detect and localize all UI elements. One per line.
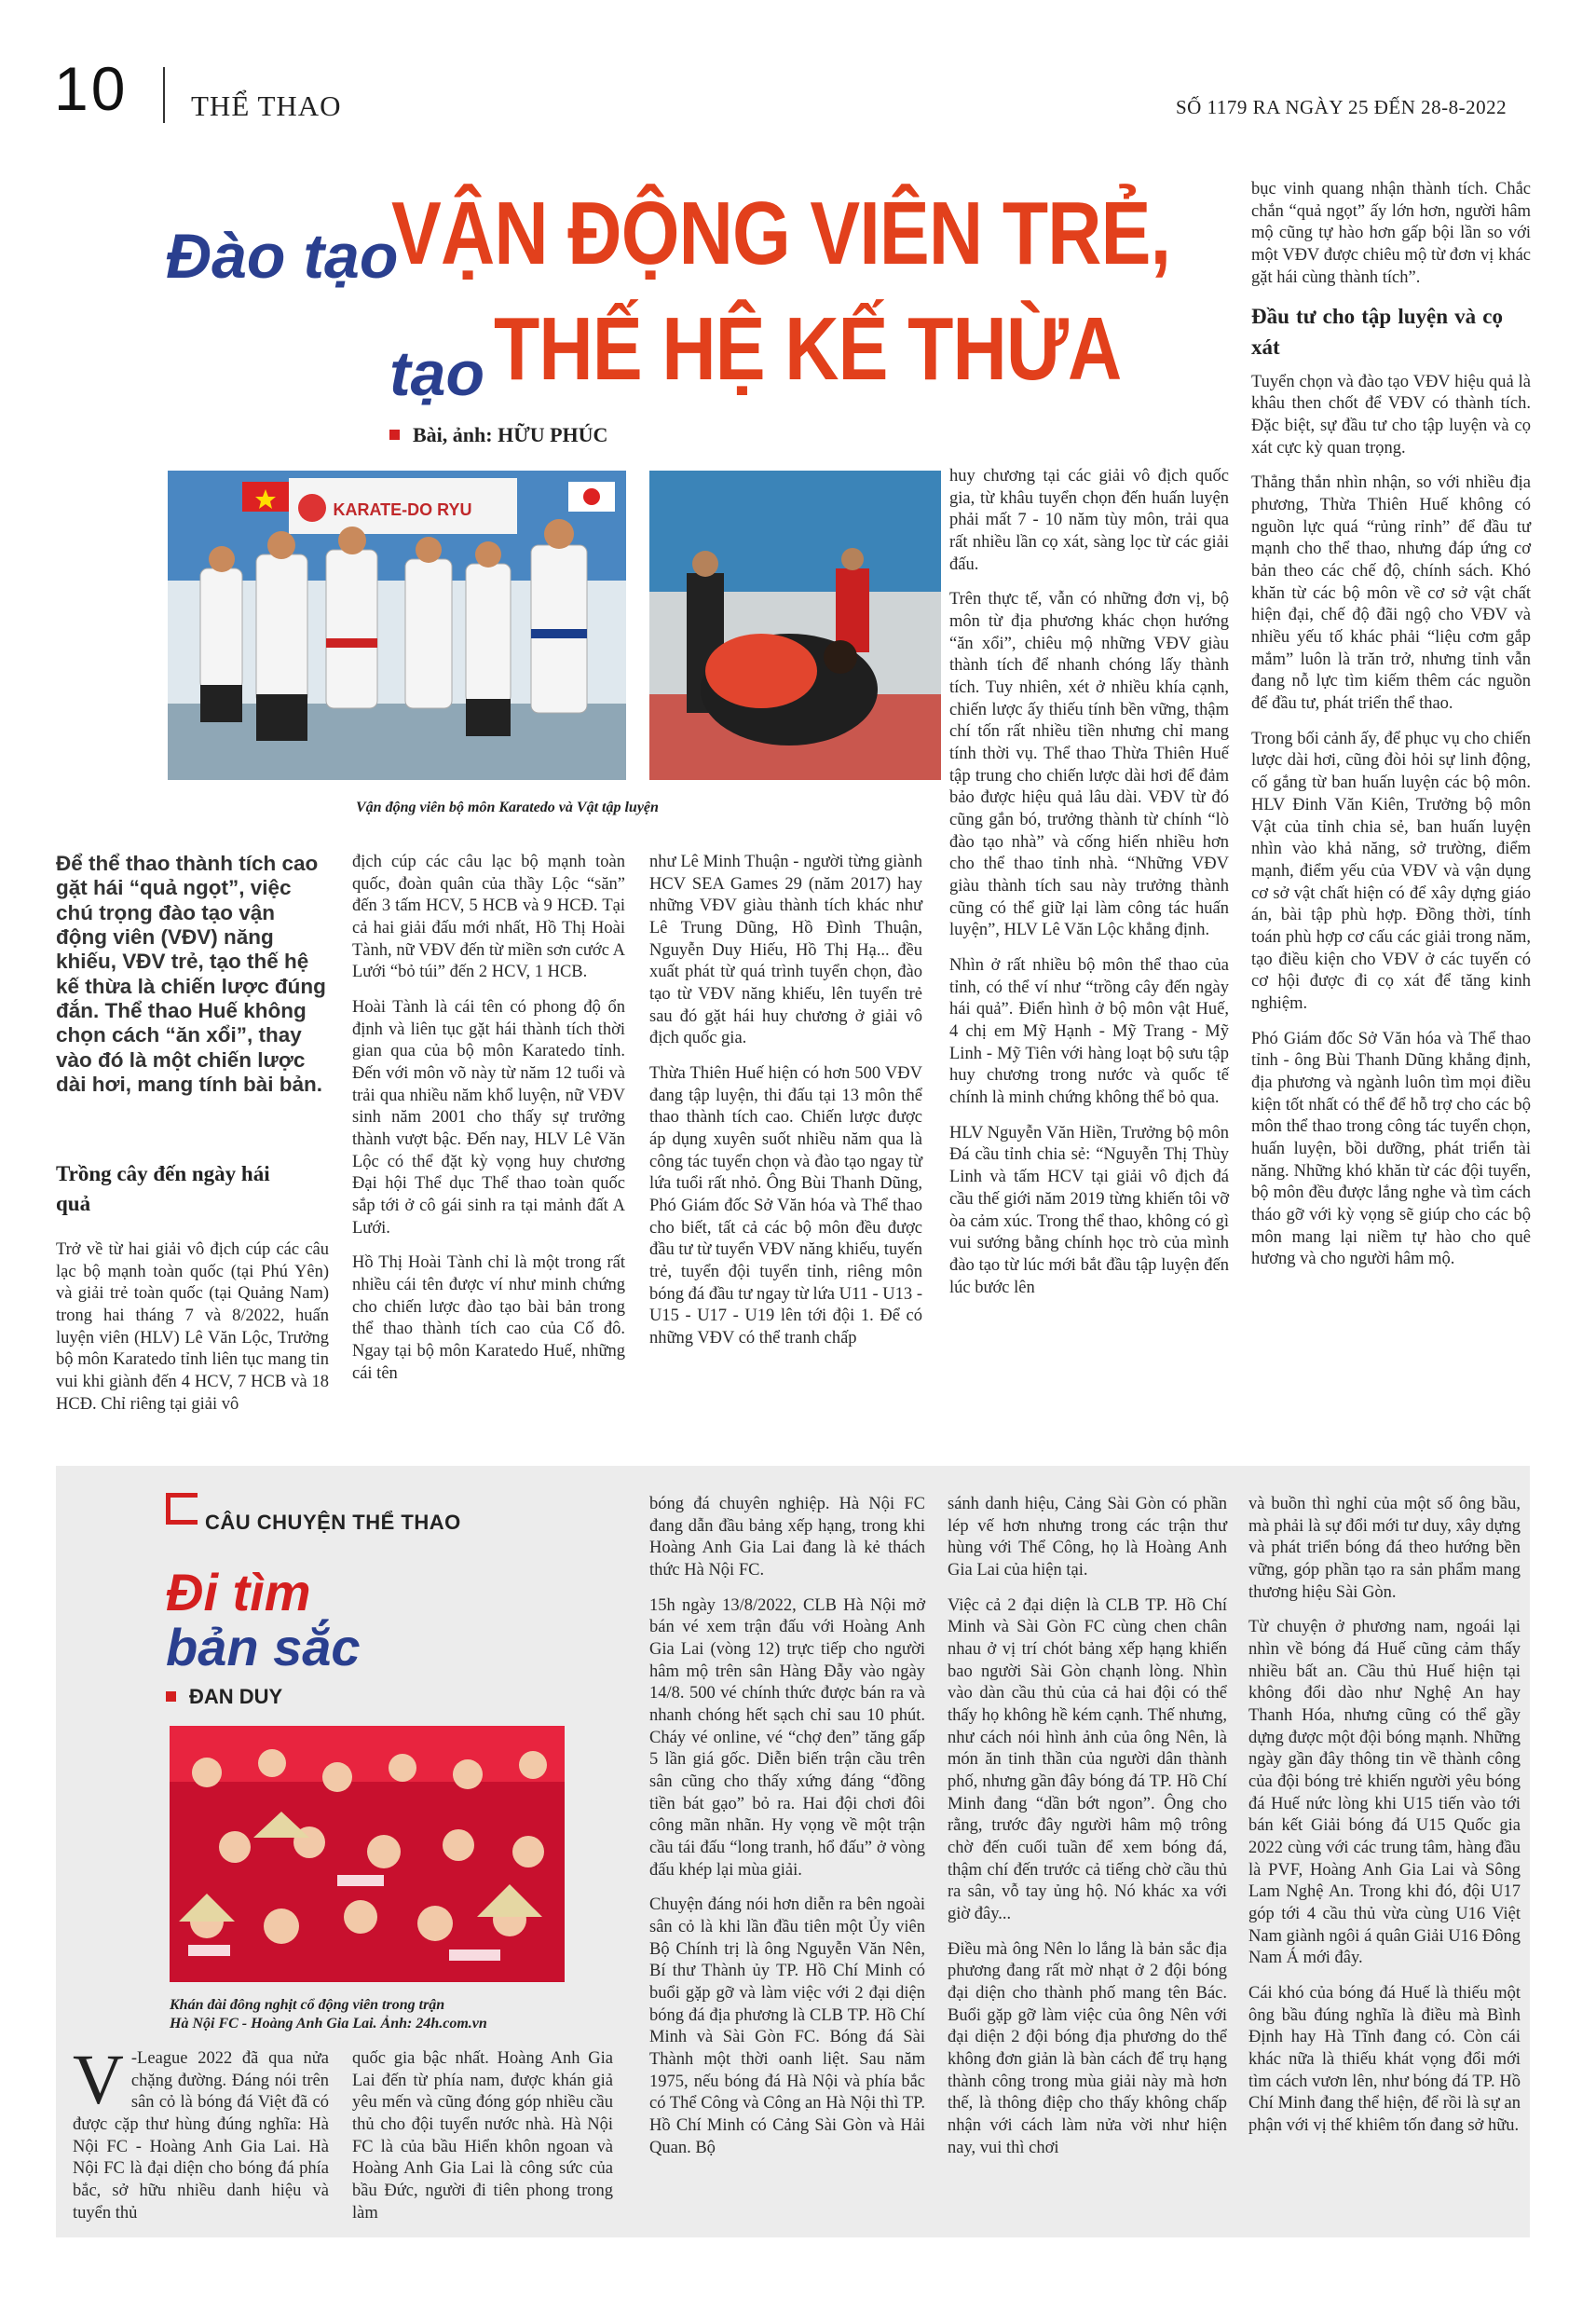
column-3 xyxy=(649,852,922,1363)
col2-para: Hoài Tành là cái tên có phong độ ổn định và liên tục gặt hái thành tích thời gian qua của bộ môn Karatedo tỉnh. Đến với môn võ này từ năm 12 tuổi và trải qua nhiều năm khổ luyện, nữ VĐV sinh năm 2001 cho thấy sự trưởng thành vượt bậc. Đến nay, HLV Lê Văn Lộc có thể đặt kỳ vọng huy chương Đại hội Thể dục Thể thao toàn quốc sắp tới ở cô gái sinh ra tại mảnh đất A Lưới. xyxy=(352,998,625,1238)
karate-photo xyxy=(168,471,626,780)
header-divider xyxy=(163,67,165,123)
byline xyxy=(389,423,607,447)
col5-para: Tuyển chọn và đào tạo VĐV hiệu quả là khâu then chốt để VĐV có thành tích. Đặc biệt, sự đầu tư cho tập luyện và cọ xát cực kỳ quan trọng. xyxy=(1251,372,1531,458)
box-author-text: ĐAN DUY xyxy=(189,1685,283,1708)
box-c3-para: bóng đá chuyên nghiệp. Hà Nội FC đang dẫn đầu bảng xếp hạng, trong khi Hoàng Anh Gia Lai đang là kẻ thách thức Hà Nội FC. xyxy=(649,1495,925,1580)
box-c5-para: và buồn thì nghỉ của một số ông bầu, mà phải là sự đổi mới tư duy, xây dựng và phát triển bóng đá theo hướng bền vững, góp phần tạo ra sản phẩm mang thương hiệu Sài Gòn. xyxy=(1248,1495,1521,1602)
box-column-3 xyxy=(649,1494,925,2172)
dojo-banner: KARATE-DO RYU xyxy=(333,500,472,519)
box-c4-para: Điều mà ông Nên lo lắng là bản sắc địa phương đang rất mờ nhạt ở 2 đội bóng đại diện cho thành phố mang tên Bác. Buổi gặp gỡ làm việc của ông Nên với đại diện 2 đội bóng địa phương do thể không đơn giản là bàn cách để trụ hạng thành công trong mùa giải này mà hơn thế, là thông điệp cho thấy không chấp nhận với cách làm nửa vời như hiện nay, vui thì chơi xyxy=(948,1939,1227,2157)
wrestling-photo xyxy=(649,471,941,780)
column-2 xyxy=(352,852,625,1398)
title-big-2: THẾ HỆ KẾ THỪA xyxy=(494,299,1122,399)
box-c3-para: Chuyện đáng nói hơn diễn ra bên ngoài sân cỏ là khi lần đầu tiên một Ủy viên Bộ Chính trị là ông Nguyễn Văn Nên, Bí thư Thành ủy TP. Hồ Chí Minh có buổi gặp gỡ và làm việc với 2 đại diện bóng đá địa phương là CLB TP. Hồ Chí Minh và Sài Gòn FC. Bóng đá Sài Thành một thời oanh liệt. Sau năm 1975, nếu bóng đá Hà Nội và phía bắc có Thể Công và Công an Hà Nội thì TP. Hồ Chí Minh có Cảng Sài Gòn và Hải Quan. Bộ xyxy=(649,1895,925,2157)
page-number: 10 xyxy=(54,54,129,123)
box-c1-para: -League 2022 đã qua nửa chặng đường. Đáng nói trên sân cỏ là bóng đá Việt đã có được cặp thư hùng đúng nghĩa: Hà Nội FC - Hoàng Anh Gia Lai. Hà Nội FC là đại diện cho bóng đá phía bắc, sở hữu nhiều danh hiệu và tuyển thủ xyxy=(73,2049,329,2223)
box-c3-para: 15h ngày 13/8/2022, CLB Hà Nội mở bán vé xem trận đấu với Hoàng Anh Gia Lai (vòng 12) trực tiếp cho người hâm mộ trên sân Hàng Đẫy vào ngày 14/8. 500 vé chính thức được bán ra và nhanh chóng hết sạch chỉ sau 10 phút. Cháy vé online, vé “chợ đen” tăng gấp 5 lần giá gốc. Diễn biến trận cầu trên sân cũng cho thấy xứng đáng “đồng tiền bát gạo” bỏ ra. Hai đội chơi đôi công mãn nhãn. Hy vọng về một trận cầu tái đấu “long tranh, hổ đấu” ở vòng đấu khép lại mùa giải. xyxy=(649,1595,925,1880)
byline-bullet xyxy=(389,430,400,440)
col5-para: bục vinh quang nhận thành tích. Chắc chắn “quả ngọt” ấy lớn hơn, người hâm mộ cũng tự hào hơn gấp bội lần so với một VĐV được chiêu mộ từ đơn vị khác gặt hái cùng thành tích”. xyxy=(1251,180,1531,287)
col1-para: Trở về từ hai giải vô địch cúp các câu lạc bộ mạnh toàn quốc (tại Phú Yên) và giải trẻ toàn quốc (tại Quảng Nam) trong hai tháng 7 và 8/2022, huấn luyện viên (HLV) Lê Văn Lộc, Trưởng bộ môn Karatedo tỉnh liên tục mang tin vui khi giành đến 4 HCV, 7 HCB và 18 HCĐ. Chỉ riêng tại giải vô xyxy=(56,1240,329,1414)
col5-para: Thẳng thắn nhìn nhận, so với nhiều địa phương, Thừa Thiên Huế không có nguồn lực quá “rủng rỉnh” để đầu tư mạnh cho thể thao, nhưng đáp ứng cơ bản theo các chế độ, chính sách. Khó khăn từ các bộ môn về cơ sở vật chất hiện đại, chế độ đãi ngộ cho VĐV và nhiều yếu tố khác phải “liệu cơm gắp mắm” luôn là trăn trở, nhưng tỉnh vẫn đang nỗ lực tìm kiếm thêm các nguồn để đầu tư, phát triển thể thao. xyxy=(1251,473,1531,714)
author-bullet xyxy=(166,1691,176,1702)
box-c4-para: Việc cả 2 đại diện là CLB TP. Hồ Chí Minh và Sài Gòn FC cùng chen chân nhau ở vị trí chót bảng xếp hạng khiến bao người Sài Gòn chạnh lòng. Nhìn vào dàn cầu thủ của cả hai đội có thể thấy họ không hề kém cạnh. Thế nhưng, như cách nói hình ảnh của ông Nên, là món ăn tinh thần của người dân thành phố, nhưng gần đây bóng đá TP. Hồ Chí Minh đang “dần bớt ngon”. Ông cho rằng, trước đây người hâm mộ trông chờ đến cuối tuần để xem bóng đá, thậm chí đến trước cả tiếng chờ cầu thủ ra sân, vỗ tay ủng hộ. Nó khác xa với giờ đây... xyxy=(948,1595,1227,1924)
box-title-2: bản sắc xyxy=(166,1618,361,1676)
byline-text: Bài, ảnh: HỮU PHÚC xyxy=(413,423,608,446)
column-1 xyxy=(56,1239,329,1429)
col5-para: Phó Giám đốc Sở Văn hóa và Thể thao tỉnh - ông Bùi Thanh Dũng khẳng định, địa phương và ngành luôn tìm mọi điều kiện tốt nhất có thể để hỗ trợ cho các bộ môn thể thao trong công tác tuyển chọn, huấn luyện, bồi dưỡng, phát triển tài năng. Những khó khăn từ các đội tuyển, bộ môn đều được lắng nghe và tìm cách tháo gỡ với kỳ vọng sẽ giúp cho các bộ môn mang lại niềm tự hào cho quê hương và cho người hâm mộ. xyxy=(1251,1029,1531,1269)
col3-para: như Lê Minh Thuận - người từng giành HCV SEA Games 29 (năm 2017) hay những VĐV giàu thành tích khác như Lê Trung Dũng, Hồ Đình Thuận, Nguyễn Duy Hiếu, Hồ Thị Hạ... đều xuất phát từ quá trình tuyển chọn, đào tạo từ VĐV năng khiếu, lên tuyển trẻ sau đó gặt hái huy chương ở giải vô địch quốc gia. xyxy=(649,853,922,1048)
photo-caption: Vận động viên bộ môn Karatedo và Vật tập luyện xyxy=(356,800,659,815)
column-4 xyxy=(949,466,1229,1312)
box-kicker: CÂU CHUYỆN THỂ THAO xyxy=(205,1511,461,1534)
box-column-2 xyxy=(352,2048,613,2237)
col3-para: Thừa Thiên Huế hiện có hơn 500 VĐV đang tập luyện, thi đấu tại 13 môn thể thao thành tích cao. Chiến lược được áp dụng xuyên suốt nhiều năm qua là công tác tuyển chọn và đào tạo ngay từ lứa tuổi rất nhỏ. Ông Bùi Thanh Dũng, Phó Giám đốc Sở Văn hóa và Thể thao cho biết, tất cả các bộ môn đều được đầu tư từ tuyển VĐV năng khiếu, tuyến trẻ, tuyển đội tuyển tỉnh, riêng môn bóng đá đầu tư ngay từ lứa U11 - U13 - U15 - U17 - U19 lên tới đội 1. Để có những VĐV có thể tranh chấp xyxy=(649,1064,922,1348)
section-name: THỂ THAO xyxy=(191,89,342,122)
kicker-bracket-icon xyxy=(166,1493,198,1525)
fans-caption-2: Hà Nội FC - Hoàng Anh Gia Lai. Ảnh: 24h.com.vn xyxy=(170,2016,487,2032)
title-small-2: tạo xyxy=(389,338,484,409)
box-c5-para: Từ chuyện ở phương nam, ngoái lại nhìn về bóng đá Huế cũng cảm thấy nhiều bất an. Cầu thủ Huế hiện tại không đổi dào như Nghệ An hay Thanh Hóa, nhưng cũng có thể gầy dựng được một đội bóng mạnh. Những ngày gần đây thông tin về thành công của đội bóng trẻ khiến người yêu bóng đá Huế nức lòng khi U15 tiến vào tới bán kết Giải bóng đá U15 Quốc gia 2022 cùng với các trung tâm, hàng đầu là PVF, Hoàng Anh Gia Lai và Sông Lam Nghệ An. Trong khi đó, đội U17 góp tới 4 cầu thủ vừa cùng U16 Việt Nam giành ngôi á quân Giải U16 Đông Nam Á mới đây. xyxy=(1248,1618,1521,1968)
title-big-1: VẬN ĐỘNG VIÊN TRẺ, xyxy=(391,184,1171,283)
box-column-1 xyxy=(73,2041,329,2237)
col2-para: Hồ Thị Hoài Tành chỉ là một trong rất nhiều cái tên được ví như minh chứng cho chiến lược đào tạo bài bản trong thể thao thành tích cao của Cố đô. Ngay tại bộ môn Karatedo Huế, những cái tên xyxy=(352,1253,625,1383)
col2-para: địch cúp các câu lạc bộ mạnh toàn quốc, đoàn quân của thầy Lộc “săn” đến 3 tấm HCV, 5 HCB và 9 HCĐ. Tại cả hai giải đấu mới nhất, Hồ Thị Hoài Tành, nữ VĐV đến từ miền sơn cước A Lưới “bỏ túi” đến 2 HCV, 1 HCB. xyxy=(352,853,625,982)
column-5 xyxy=(1251,179,1531,1284)
box-author xyxy=(166,1685,282,1709)
subheading-1: Trồng cây đến ngày hái quả xyxy=(56,1162,270,1216)
dropcap: V xyxy=(73,2041,124,2119)
col5-para: Trong bối cảnh ấy, để phục vụ cho chiến lược dài hơi, cũng đòi hỏi sự linh động, cố gắng từ ban huấn luyện các bộ môn. HLV Đinh Văn Kiên, Trưởng bộ môn Vật của tỉnh chia sẻ, ban huấn luyện nhìn vào khả năng, sở trường, điểm mạnh, điểm yếu của VĐV và vận dụng cơ sở vật chất hiện có để xây dựng giáo án, bài tập phù hợp. Đồng thời, tính toán phù hợp cơ cấu các giải trong năm, tạo điều kiện cho VĐV ở các tuyến có cơ hội được đi cọ xát để tăng kinh nghiệm. xyxy=(1251,729,1531,1013)
box-column-5 xyxy=(1248,1494,1521,2151)
col4-para: Trên thực tế, vẫn có những đơn vị, bộ môn từ địa phương khác chọn hướng “ăn xổi”, chiêu mộ những VĐV giàu thành tích để nhanh chóng lấy thành tích. Tuy nhiên, xét ở nhiều khía cạnh, chiến lược ấy thiếu tính bền vững, thậm chí tốn rất nhiều tiền nhưng chỉ mang tính thời vụ. Thể thao Thừa Thiên Huế tập trung cho chiến lược dài hơi để đảm bảo được hiệu quả lâu dài. VĐV từ đó cũng gắn bó, trưởng thành từ chính “lò đào tạo nhà” và cống hiến nhiều hơn cho thể thao tỉnh nhà. “Những VĐV giàu thành tích sau này trưởng thành cũng có thể giữ lại làm công tác huấn luyện”, HLV Lê Văn Lộc khẳng định. xyxy=(949,590,1229,940)
box-column-4 xyxy=(948,1494,1227,2172)
box-c5-para: Cái khó của bóng đá Huế là thiếu một ông bầu đúng nghĩa là điều mà Bình Định hay Hà Tĩnh đang có. Còn cái khác nữa là thiếu khát vọng đổi mới tìm cách vươn lên, như bóng đá TP. Hồ Chí Minh đang thể hiện, để rồi là sự an phận với vị thế khiêm tốn đang sở hữu. xyxy=(1248,1984,1521,2136)
col4-para: HLV Nguyễn Văn Hiền, Trưởng bộ môn Đá cầu tỉnh chia sẻ: “Nguyễn Thị Thùy Linh và tấm HCV tại giải vô địch đá cầu thế giới năm 2019 từng khiến tôi vỡ òa cảm xúc. Trong thể thao, không có gì vui sướng bằng chính học trò của mình đào tạo từ lúc mới bắt đầu tập luyện đến lúc bước lên xyxy=(949,1123,1229,1297)
fans-photo xyxy=(170,1726,565,1982)
lead-paragraph: Để thể thao thành tích cao gặt hái “quả ngọt”, việc chú trọng đào tạo vận động viên (VĐV) năng khiếu, VĐV trẻ, tạo thế hệ kế thừa là chiến lược đúng đắn. Thể thao Huế không chọn cách “ăn xổi”, thay vào đó là một chiến lược dài hơi, mang tính bài bản. xyxy=(56,852,326,1096)
subheading-2: Đầu tư cho tập luyện và cọ xát xyxy=(1251,305,1503,359)
box-c2-para: quốc gia bậc nhất. Hoàng Anh Gia Lai đến từ phía nam, được khán giả yêu mến và cũng đóng góp nhiều cầu thủ cho đội tuyển nước nhà. Hà Nội FC là của bầu Hiển khôn ngoan và Hoàng Anh Gia Lai là công sức của bầu Đức, người đi tiên phong trong làm xyxy=(352,2049,613,2223)
title-small-1: Đào tạo xyxy=(166,221,399,292)
box-title-1: Đi tìm xyxy=(166,1563,311,1621)
fans-caption-1: Khán đài đông nghịt cổ động viên trong trận xyxy=(170,1997,445,2013)
box-c4-para: sánh danh hiệu, Cảng Sài Gòn có phần lép vế hơn nhưng trong các trận thư hùng với Thể Công, họ là Hoàng Anh Gia Lai của hiện tại. xyxy=(948,1495,1227,1580)
col4-para: Nhìn ở rất nhiều bộ môn thể thao của tỉnh, có thể ví như “trồng cây đến ngày hái quả”. Điển hình ở bộ môn vật Huế, 4 chị em Mỹ Hạnh - Mỹ Trang - Mỹ Linh - Mỹ Tiên với hàng loạt bộ sưu tập huy chương trong nước và quốc tế chính là minh chứng không thể bỏ qua. xyxy=(949,956,1229,1108)
col4-para: huy chương tại các giải vô địch quốc gia, từ khâu tuyển chọn đến huấn luyện phải mất 7 - 10 năm tùy môn, trải qua rất nhiều lần cọ xát, sàng lọc từ các giải đấu. xyxy=(949,467,1229,574)
issue-info: SỐ 1179 RA NGÀY 25 ĐẾN 28-8-2022 xyxy=(1176,96,1507,118)
